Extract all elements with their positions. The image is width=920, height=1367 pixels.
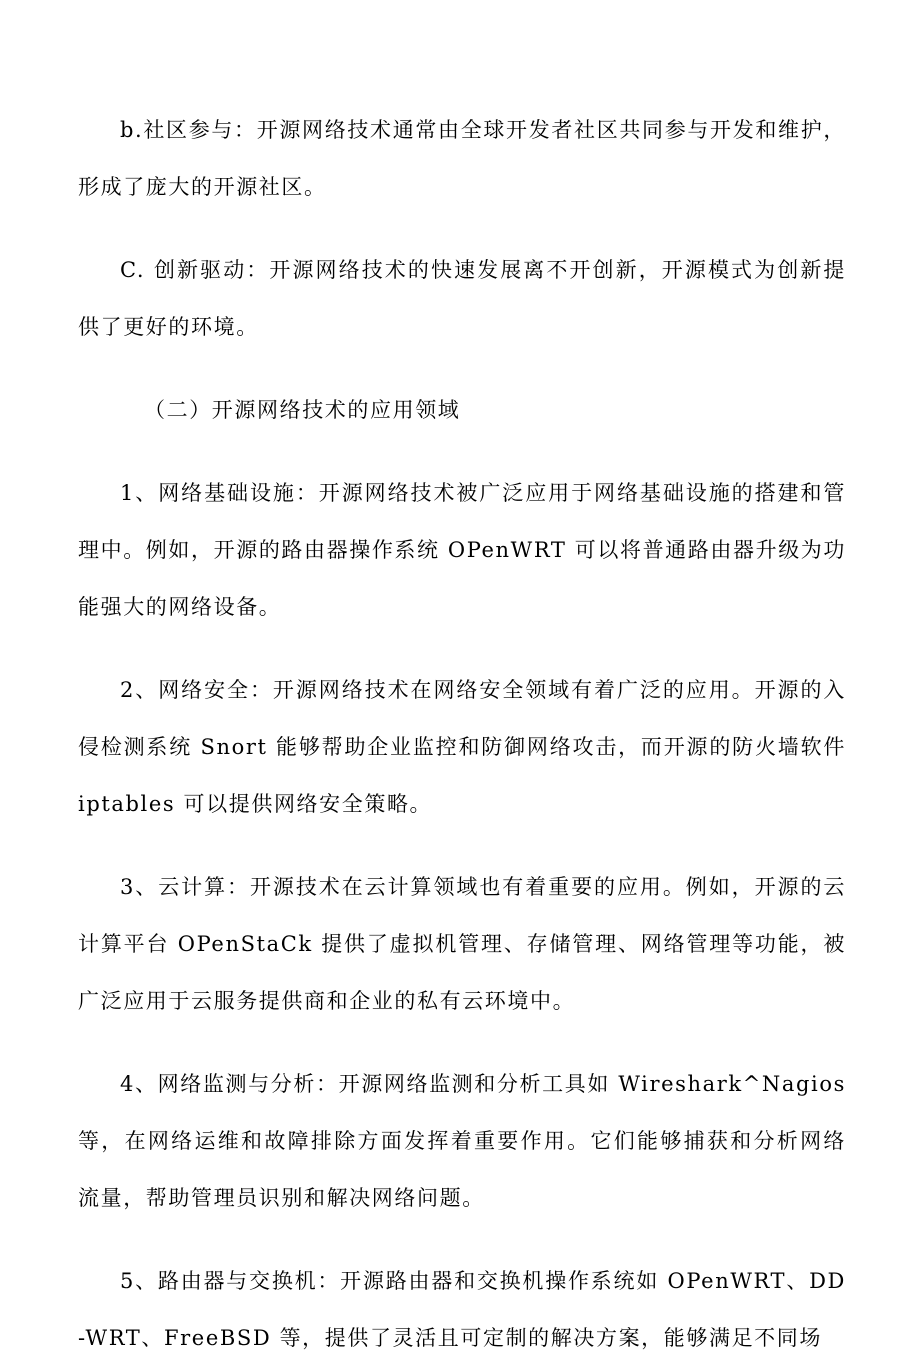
paragraph-routers: 5、路由器与交换机：开源路由器和交换机操作系统如 OPenWRT、DD-WRT、FreeBSD 等，提供了灵活且可定制的解决方案，能够满足不同场 [78, 1269, 846, 1350]
paragraph-cloud: 3、云计算：开源技术在云计算领域也有着重要的应用。例如，开源的云计算平台 OPenStaCk 提供了虚拟机管理、存储管理、网络管理等功能，被广泛应用于云服务提供商和企业的私有云环境中。 [78, 875, 846, 1013]
paragraph-community: b.社区参与：开源网络技术通常由全球开发者社区共同参与开发和维护，形成了庞大的开源社区。 [78, 118, 846, 199]
paragraph-security: 2、网络安全：开源网络技术在网络安全领域有着广泛的应用。开源的入侵检测系统 Snort 能够帮助企业监控和防御网络攻击，而开源的防火墙软件 iptables 可以提供网络安全策略。 [78, 678, 846, 816]
paragraph-monitoring: 4、网络监测与分析：开源网络监测和分析工具如 Wireshark^Nagios 等，在网络运维和故障排除方面发挥着重要作用。它们能够捕获和分析网络流量，帮助管理员识别和解决网络问题。 [78, 1072, 846, 1210]
paragraph-innovation: C. 创新驱动：开源网络技术的快速发展离不开创新，开源模式为创新提供了更好的环境。 [78, 258, 846, 339]
section-heading: （二）开源网络技术的应用领域 [144, 398, 461, 422]
paragraph-infrastructure: 1、网络基础设施：开源网络技术被广泛应用于网络基础设施的搭建和管理中。例如，开源的路由器操作系统 OPenWRT 可以将普通路由器升级为功能强大的网络设备。 [78, 481, 846, 619]
